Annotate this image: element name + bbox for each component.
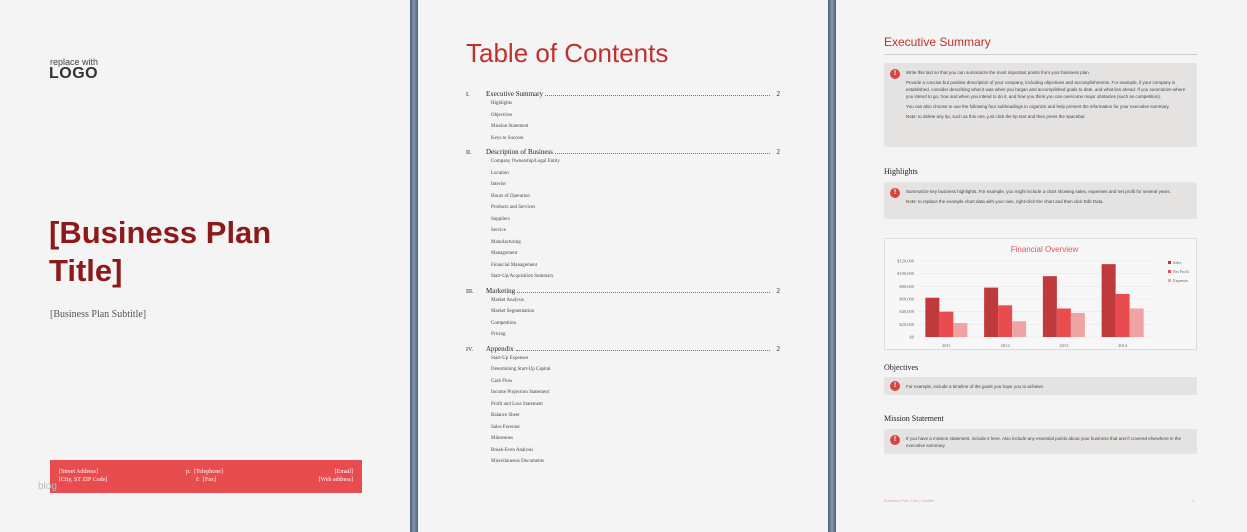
page-gap <box>410 0 418 532</box>
toc-subitem[interactable]: Cash Flow <box>491 378 513 384</box>
tip-text: Summarize key business highlights. For example, you might include a chart showing sales, expenses and net profit for several years. <box>906 189 1171 194</box>
alert-icon: ! <box>890 381 900 391</box>
tip-text: You can also choose to use the following four subheadings to organize and help present the information for your executive summary. <box>906 104 1170 109</box>
highlights-heading: Highlights <box>884 167 918 176</box>
fax: [Fax] <box>203 477 216 483</box>
web-address: [Web address] <box>318 477 353 483</box>
page-number: 2 <box>1192 498 1195 503</box>
toc-subitem[interactable]: Mission Statement <box>491 124 529 130</box>
contact-footer-bar <box>50 460 362 493</box>
toc-section[interactable] <box>466 86 780 98</box>
cover-page <box>0 0 410 532</box>
toc-page-number: 2 <box>776 344 780 353</box>
alert-icon: ! <box>890 188 900 198</box>
bar-net-profit <box>998 305 1012 337</box>
mission-statement-heading: Mission Statement <box>884 414 944 423</box>
page-gap <box>828 0 836 532</box>
toc-subitem[interactable]: Financial Management <box>491 262 537 268</box>
toc-subitem[interactable]: Balance Sheet <box>491 413 520 419</box>
street-address: [Street Address] <box>59 469 98 475</box>
heading-divider <box>884 54 1197 55</box>
toc-subitem[interactable]: Management <box>491 251 518 257</box>
toc-section-label: Description of Business <box>486 148 553 156</box>
legend-swatch <box>1168 261 1171 264</box>
toc-leader-dots <box>555 153 770 154</box>
telephone: [Telephone] <box>194 469 223 475</box>
bar-net-profit <box>939 312 953 337</box>
toc-section[interactable] <box>466 144 780 156</box>
toc-subitem[interactable]: Highlights <box>491 101 513 107</box>
toc-subitem[interactable]: Location <box>491 170 509 176</box>
y-tick-label: $100,000 <box>897 271 914 277</box>
toc-section-label: Marketing <box>486 286 516 295</box>
toc-title: Table of Contents <box>466 38 669 68</box>
bar-sales <box>1043 276 1057 337</box>
legend-swatch <box>1168 279 1171 282</box>
tip-text: Note: to delete any tip, such as this one, just click the tip text and then press the spacebar. <box>906 114 1086 119</box>
toc-section-label: Appendix <box>486 344 514 353</box>
alert-icon: ! <box>890 69 900 79</box>
tip-text: Provide a concise but positive description of your company, including objectives and accomplishments. For example, if your company is established, consider describing what it was when you began and accomplished goals to date, and what lies ahead. If you summarize where you intend to go, how and when you intend to do it, and how you think you can overcome major obstacles (such as competition). <box>906 80 1186 99</box>
toc-subitem[interactable]: Determining Start-Up Capital <box>491 367 551 373</box>
toc-subitem[interactable]: Hours of Operation <box>491 193 530 199</box>
financial-overview-chart <box>884 238 1197 350</box>
legend-swatch <box>1168 270 1171 273</box>
y-tick-label: $20,000 <box>899 321 914 327</box>
toc-subitem[interactable]: Profit and Loss Statement <box>491 401 543 407</box>
toc-subitem[interactable]: Products and Services <box>491 205 536 211</box>
toc-subitem[interactable]: Sales Forecast <box>491 424 520 430</box>
telephone-icon: p: <box>186 469 191 475</box>
city-address: [City, ST ZIP Code] <box>59 477 108 483</box>
y-tick-label: $0 <box>909 334 914 340</box>
toc-subitem[interactable]: Keys to Success <box>491 135 524 141</box>
legend-label: Expenses <box>1173 278 1189 283</box>
toc-subitem[interactable]: Objectives <box>491 112 513 118</box>
toc-subitem[interactable]: Income Projection Statement <box>491 390 550 396</box>
toc-subitem[interactable]: Pricing <box>491 332 506 338</box>
executive-summary-page <box>836 0 1247 532</box>
toc-section-number: IV. <box>466 346 474 353</box>
logo-placeholder: LOGO <box>49 65 99 82</box>
toc-subitem[interactable]: Break-Even Analysis <box>491 447 534 453</box>
toc-section-number: I. <box>466 92 470 98</box>
title-line-2: Title] <box>49 253 123 288</box>
toc-subitem[interactable]: Company Ownership/Legal Entity <box>491 159 560 165</box>
toc-subitem[interactable]: Suppliers <box>491 216 510 222</box>
logo-placeholder-caption: replace with <box>50 57 99 67</box>
bar-expenses <box>1130 309 1144 338</box>
toc-subitem[interactable]: Start-Up/Acquisition Summary <box>491 274 554 280</box>
chart-svg <box>885 239 1198 351</box>
tip-text: Note: to replace the example chart data with your own, right-click the chart and then click Edit Data. <box>906 199 1104 204</box>
toc-subitem[interactable]: Service <box>491 228 506 234</box>
toc-subitem[interactable]: Milestones <box>491 436 513 442</box>
toc-page-number: 2 <box>776 148 780 156</box>
y-tick-label: $120,000 <box>897 258 914 264</box>
bar-sales <box>925 298 939 337</box>
toc-page-number: 2 <box>776 90 780 98</box>
x-tick-label: 2011 <box>941 343 951 348</box>
toc-subitem[interactable]: Interior <box>491 182 506 188</box>
toc-page <box>418 0 828 532</box>
toc-page-number: 2 <box>776 286 780 295</box>
x-tick-label: 2013 <box>1059 343 1069 348</box>
bar-expenses <box>1012 321 1026 337</box>
mission-statement-tip <box>884 429 1197 454</box>
fax-icon: f: <box>196 477 200 483</box>
toc-section[interactable] <box>466 283 780 295</box>
executive-summary-heading: Executive Summary <box>884 35 991 49</box>
legend-label: Net Profit <box>1173 269 1189 274</box>
highlights-tip <box>884 182 1197 219</box>
email: [Email] <box>334 469 353 475</box>
chart-title: Financial Overview <box>1010 245 1079 254</box>
toc-subitem[interactable]: Start-Up Expenses <box>491 355 529 361</box>
business-plan-subtitle: [Business Plan Subtitle] <box>50 309 147 320</box>
bar-net-profit <box>1116 294 1130 337</box>
title-line-1: [Business Plan <box>49 215 272 250</box>
tip-text: For example, include a timeline of the goals you hope you to achieve. <box>906 384 1045 389</box>
toc-subitem[interactable]: Market Segmentation <box>491 309 535 315</box>
tip-text: Write this last so that you can summarize the most important points from your business plan. <box>906 70 1090 75</box>
x-tick-label: 2014 <box>1118 343 1128 348</box>
toc-leader-dots <box>517 292 770 293</box>
toc-leader-dots <box>545 95 770 96</box>
objectives-heading: Objectives <box>884 363 919 372</box>
toc-section-number: II. <box>466 150 472 156</box>
toc-leader-dots <box>516 350 770 351</box>
tip-text: If you have a mission statement, include it here. Also include any essential points about your business that aren't covered elsewhere in the executive summary. <box>906 436 1182 448</box>
toc-subitem[interactable]: Market Analysis <box>491 297 524 303</box>
toc-section[interactable] <box>466 341 780 353</box>
x-tick-label: 2012 <box>1000 343 1010 348</box>
toc-subitem[interactable]: Miscellaneous Documents <box>491 459 544 465</box>
toc-subitem[interactable]: Competition <box>491 320 516 326</box>
bar-sales <box>984 288 998 337</box>
legend-label: Sales <box>1173 260 1182 265</box>
bar-expenses <box>1071 313 1085 337</box>
objectives-tip <box>884 377 1197 395</box>
toc-subitem[interactable]: Manufacturing <box>491 239 521 245</box>
alert-icon: ! <box>890 435 900 445</box>
toc-list <box>466 86 780 468</box>
watermark-text: blog <box>38 481 57 492</box>
toc-section-number: III. <box>466 288 474 295</box>
executive-summary-tip <box>884 63 1197 147</box>
business-plan-title <box>49 214 349 290</box>
bar-expenses <box>953 323 967 337</box>
page-footer-title: Business Plan Title | Subtitle <box>884 498 935 503</box>
y-tick-label: $60,000 <box>899 296 914 302</box>
toc-section-label: Executive Summary <box>486 90 543 98</box>
y-tick-label: $40,000 <box>899 309 914 315</box>
bar-sales <box>1102 264 1116 337</box>
bar-net-profit <box>1057 309 1071 338</box>
y-tick-label: $80,000 <box>899 283 914 289</box>
